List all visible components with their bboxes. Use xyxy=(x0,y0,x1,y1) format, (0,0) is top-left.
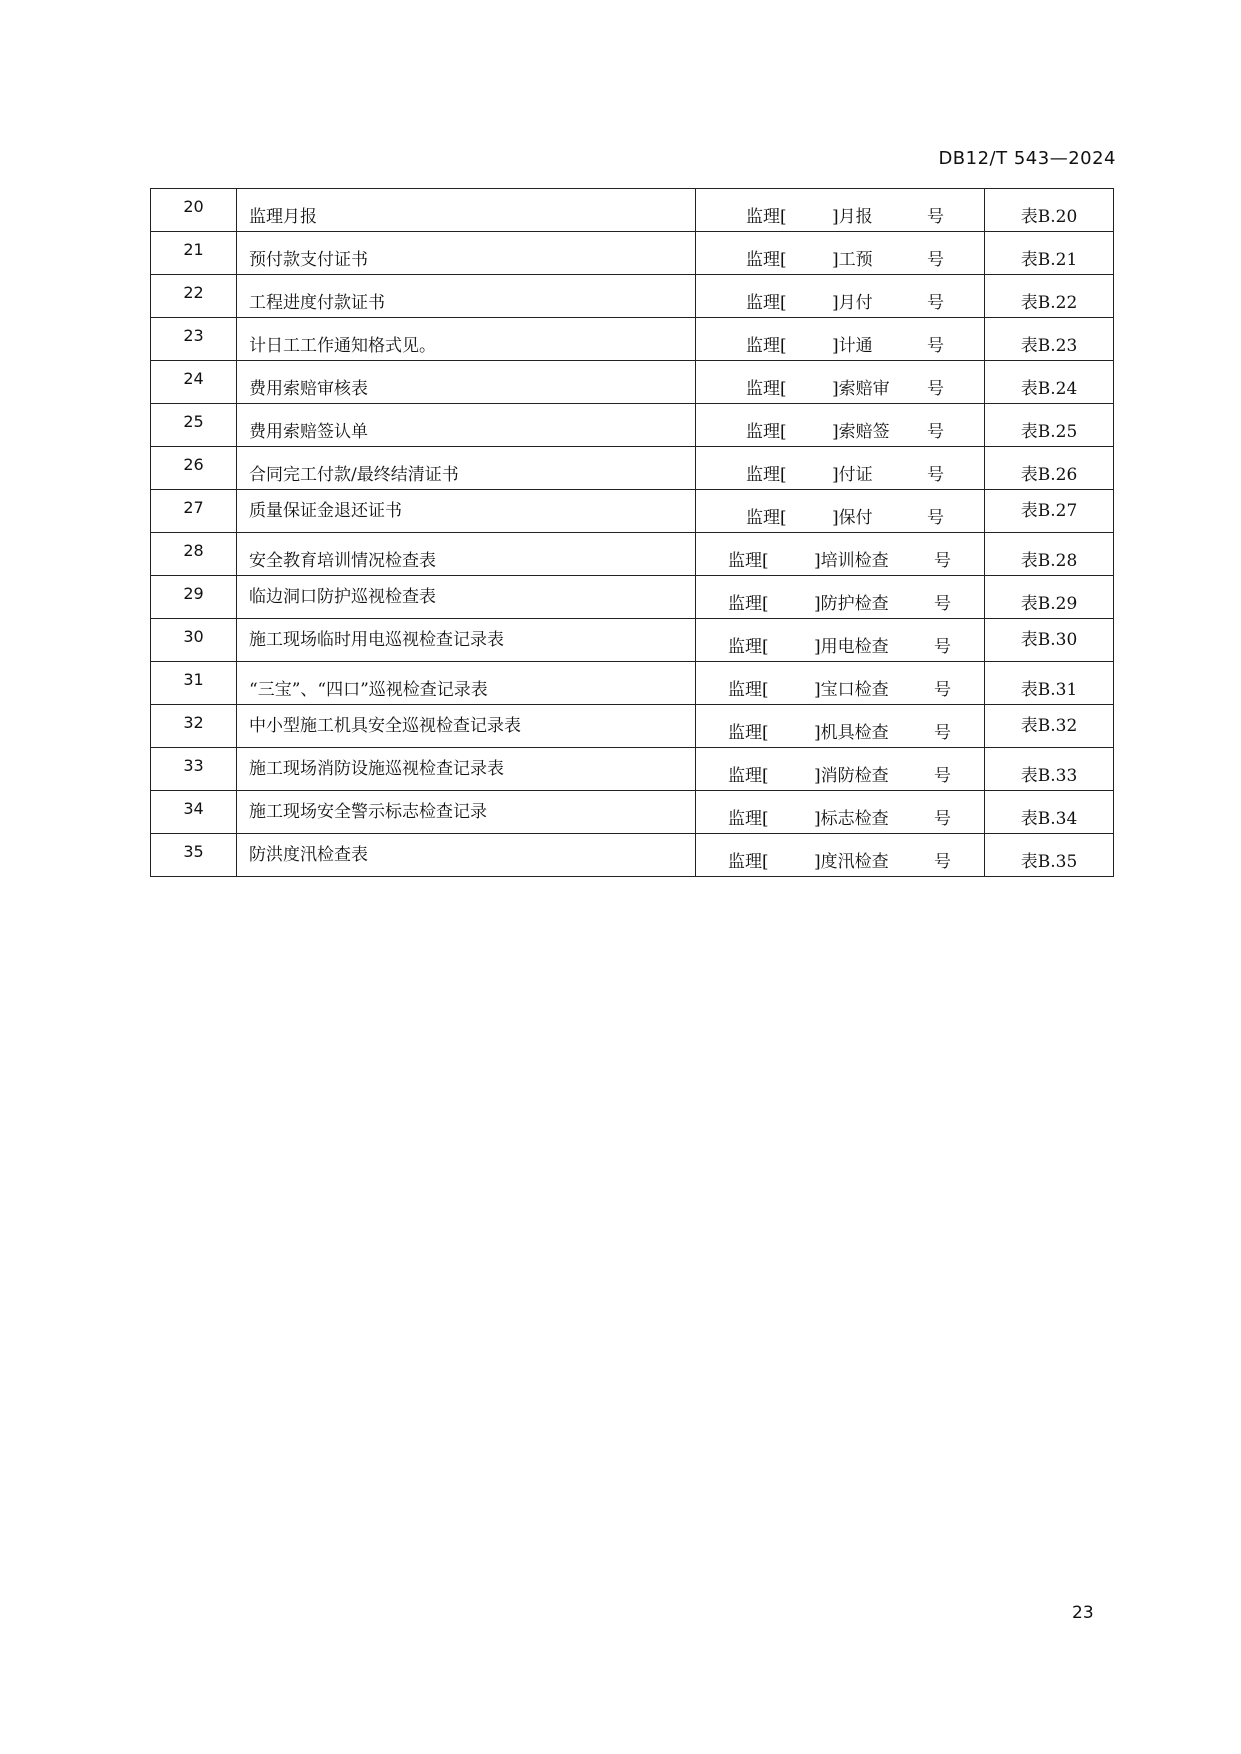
form-name: 监理月报 xyxy=(249,207,317,227)
row-number: 33 xyxy=(183,756,204,775)
code-prefix: 监理[ xyxy=(746,207,787,227)
form-name: 中小型施工机具安全巡视检查记录表 xyxy=(249,716,521,736)
code-prefix: 监理[ xyxy=(746,336,787,356)
form-name: 计日工工作通知格式见。 xyxy=(249,336,436,356)
table-ref: 表B.22 xyxy=(1020,293,1078,313)
form-name: “三宝”、“四口”巡视检查记录表 xyxy=(249,680,488,700)
code-type: ]标志检查 xyxy=(814,809,889,829)
row-number-cell xyxy=(151,533,237,576)
row-number: 21 xyxy=(183,240,204,259)
form-code-cell xyxy=(696,576,985,619)
code-prefix: 监理[ xyxy=(746,508,787,528)
form-name-cell xyxy=(237,662,696,705)
row-number: 35 xyxy=(183,842,204,861)
table-ref-cell xyxy=(985,834,1114,877)
code-suffix: 号 xyxy=(927,422,944,442)
row-number-cell xyxy=(151,404,237,447)
table-ref-cell xyxy=(985,791,1114,834)
code-prefix: 监理[ xyxy=(728,852,769,872)
table-ref-cell xyxy=(985,361,1114,404)
code-prefix: 监理[ xyxy=(746,422,787,442)
code-suffix: 号 xyxy=(934,551,951,571)
row-number: 34 xyxy=(183,799,204,818)
code-prefix: 监理[ xyxy=(746,250,787,270)
code-suffix: 号 xyxy=(934,723,951,743)
form-name: 预付款支付证书 xyxy=(249,250,368,270)
row-number-cell xyxy=(151,791,237,834)
form-name: 质量保证金退还证书 xyxy=(249,501,402,521)
form-name: 施工现场临时用电巡视检查记录表 xyxy=(249,630,504,650)
form-name: 施工现场安全警示标志检查记录 xyxy=(249,802,487,822)
row-number: 23 xyxy=(183,326,204,345)
table-row xyxy=(151,490,1114,533)
form-name-cell xyxy=(237,791,696,834)
code-prefix: 监理[ xyxy=(746,379,787,399)
code-prefix: 监理[ xyxy=(728,766,769,786)
table-ref-cell xyxy=(985,533,1114,576)
code-prefix: 监理[ xyxy=(728,594,769,614)
code-type: ]机具检查 xyxy=(814,723,889,743)
code-prefix: 监理[ xyxy=(728,723,769,743)
code-suffix: 号 xyxy=(927,336,944,356)
form-code-cell xyxy=(696,791,985,834)
code-type: ]工预 xyxy=(832,250,873,270)
table-ref-cell xyxy=(985,619,1114,662)
table-ref-cell xyxy=(985,318,1114,361)
table-ref-cell xyxy=(985,447,1114,490)
table-row xyxy=(151,361,1114,404)
form-name: 合同完工付款/最终结清证书 xyxy=(249,465,459,485)
code-suffix: 号 xyxy=(934,766,951,786)
code-suffix: 号 xyxy=(934,594,951,614)
code-type: ]月报 xyxy=(832,207,873,227)
table-ref: 表B.28 xyxy=(1020,551,1078,571)
row-number-cell xyxy=(151,662,237,705)
table-ref: 表B.30 xyxy=(1020,630,1078,650)
table-ref-cell xyxy=(985,189,1114,232)
table-ref: 表B.35 xyxy=(1020,852,1078,872)
row-number: 26 xyxy=(183,455,204,474)
row-number-cell xyxy=(151,189,237,232)
row-number-cell xyxy=(151,275,237,318)
form-name: 费用索赔签认单 xyxy=(249,422,368,442)
table-ref-cell xyxy=(985,275,1114,318)
form-name: 临边洞口防护巡视检查表 xyxy=(249,587,436,607)
form-code-cell xyxy=(696,404,985,447)
table-ref: 表B.33 xyxy=(1020,766,1078,786)
table-row xyxy=(151,318,1114,361)
code-suffix: 号 xyxy=(927,508,944,528)
table-ref-cell xyxy=(985,404,1114,447)
form-name: 安全教育培训情况检查表 xyxy=(249,551,436,571)
code-suffix: 号 xyxy=(927,293,944,313)
code-prefix: 监理[ xyxy=(728,809,769,829)
code-prefix: 监理[ xyxy=(728,637,769,657)
form-code-cell xyxy=(696,361,985,404)
table-ref: 表B.25 xyxy=(1020,422,1078,442)
table-ref: 表B.20 xyxy=(1020,207,1078,227)
row-number: 32 xyxy=(183,713,204,732)
row-number: 25 xyxy=(183,412,204,431)
code-suffix: 号 xyxy=(927,465,944,485)
table-ref-cell xyxy=(985,490,1114,533)
table-row xyxy=(151,404,1114,447)
code-suffix: 号 xyxy=(934,637,951,657)
form-name-cell xyxy=(237,533,696,576)
table-ref: 表B.32 xyxy=(1020,716,1078,736)
row-number-cell xyxy=(151,748,237,791)
code-type: ]计通 xyxy=(832,336,873,356)
form-name: 工程进度付款证书 xyxy=(249,293,385,313)
form-code-cell xyxy=(696,447,985,490)
form-name: 防洪度汛检查表 xyxy=(249,845,368,865)
code-suffix: 号 xyxy=(927,207,944,227)
row-number: 20 xyxy=(183,197,204,216)
table-ref: 表B.21 xyxy=(1020,250,1078,270)
row-number-cell xyxy=(151,619,237,662)
code-type: ]付证 xyxy=(832,465,873,485)
row-number-cell xyxy=(151,447,237,490)
form-name-cell xyxy=(237,705,696,748)
table-row xyxy=(151,791,1114,834)
row-number-cell xyxy=(151,576,237,619)
code-suffix: 号 xyxy=(927,379,944,399)
code-suffix: 号 xyxy=(934,680,951,700)
row-number-cell xyxy=(151,232,237,275)
form-name-cell xyxy=(237,275,696,318)
table-row xyxy=(151,619,1114,662)
table-row xyxy=(151,662,1114,705)
form-code-cell xyxy=(696,705,985,748)
form-name-cell xyxy=(237,232,696,275)
form-index-table xyxy=(150,188,1114,877)
code-suffix: 号 xyxy=(934,809,951,829)
standard-number: DB12/T 543—2024 xyxy=(938,148,1116,169)
table-ref-cell xyxy=(985,576,1114,619)
form-code-cell xyxy=(696,619,985,662)
row-number: 29 xyxy=(183,584,204,603)
row-number-cell xyxy=(151,361,237,404)
row-number: 31 xyxy=(183,670,204,689)
code-type: ]月付 xyxy=(832,293,873,313)
code-type: ]索赔审 xyxy=(832,379,890,399)
form-name-cell xyxy=(237,404,696,447)
table-ref-cell xyxy=(985,748,1114,791)
form-code-cell xyxy=(696,189,985,232)
form-name-cell xyxy=(237,834,696,877)
code-prefix: 监理[ xyxy=(746,293,787,313)
table-row xyxy=(151,834,1114,877)
table-ref: 表B.26 xyxy=(1020,465,1078,485)
page-number: 23 xyxy=(1072,1603,1094,1623)
form-name-cell xyxy=(237,318,696,361)
table-row xyxy=(151,232,1114,275)
form-name: 施工现场消防设施巡视检查记录表 xyxy=(249,759,504,779)
code-type: ]消防检查 xyxy=(814,766,889,786)
table-row xyxy=(151,275,1114,318)
table-ref: 表B.23 xyxy=(1020,336,1078,356)
row-number: 24 xyxy=(183,369,204,388)
form-name-cell xyxy=(237,576,696,619)
form-code-cell xyxy=(696,748,985,791)
form-name-cell xyxy=(237,361,696,404)
code-type: ]度汛检查 xyxy=(814,852,889,872)
table-ref: 表B.27 xyxy=(1020,501,1078,521)
table-row xyxy=(151,748,1114,791)
row-number-cell xyxy=(151,318,237,361)
code-type: ]防护检查 xyxy=(814,594,889,614)
row-number: 22 xyxy=(183,283,204,302)
code-type: ]培训检查 xyxy=(814,551,889,571)
row-number-cell xyxy=(151,834,237,877)
row-number: 28 xyxy=(183,541,204,560)
form-name-cell xyxy=(237,619,696,662)
code-suffix: 号 xyxy=(927,250,944,270)
table-row xyxy=(151,533,1114,576)
form-code-cell xyxy=(696,275,985,318)
form-code-cell xyxy=(696,490,985,533)
table-ref: 表B.29 xyxy=(1020,594,1078,614)
row-number-cell xyxy=(151,705,237,748)
table-ref: 表B.34 xyxy=(1020,809,1078,829)
form-code-cell xyxy=(696,232,985,275)
table-ref-cell xyxy=(985,232,1114,275)
row-number: 27 xyxy=(183,498,204,517)
row-number: 30 xyxy=(183,627,204,646)
form-code-cell xyxy=(696,318,985,361)
code-type: ]宝口检查 xyxy=(814,680,889,700)
form-code-cell xyxy=(696,834,985,877)
table-ref: 表B.31 xyxy=(1020,680,1078,700)
form-name-cell xyxy=(237,490,696,533)
form-name-cell xyxy=(237,748,696,791)
table-ref-cell xyxy=(985,705,1114,748)
form-code-cell xyxy=(696,662,985,705)
table-ref-cell xyxy=(985,662,1114,705)
code-prefix: 监理[ xyxy=(728,680,769,700)
code-suffix: 号 xyxy=(934,852,951,872)
code-type: ]保付 xyxy=(832,508,873,528)
table-row xyxy=(151,447,1114,490)
form-name-cell xyxy=(237,189,696,232)
table-row xyxy=(151,705,1114,748)
row-number-cell xyxy=(151,490,237,533)
code-prefix: 监理[ xyxy=(728,551,769,571)
form-code-cell xyxy=(696,533,985,576)
table-row xyxy=(151,576,1114,619)
table-ref: 表B.24 xyxy=(1020,379,1078,399)
code-type: ]用电检查 xyxy=(814,637,889,657)
code-type: ]索赔签 xyxy=(832,422,890,442)
form-name: 费用索赔审核表 xyxy=(249,379,368,399)
table-row xyxy=(151,189,1114,232)
code-prefix: 监理[ xyxy=(746,465,787,485)
form-name-cell xyxy=(237,447,696,490)
